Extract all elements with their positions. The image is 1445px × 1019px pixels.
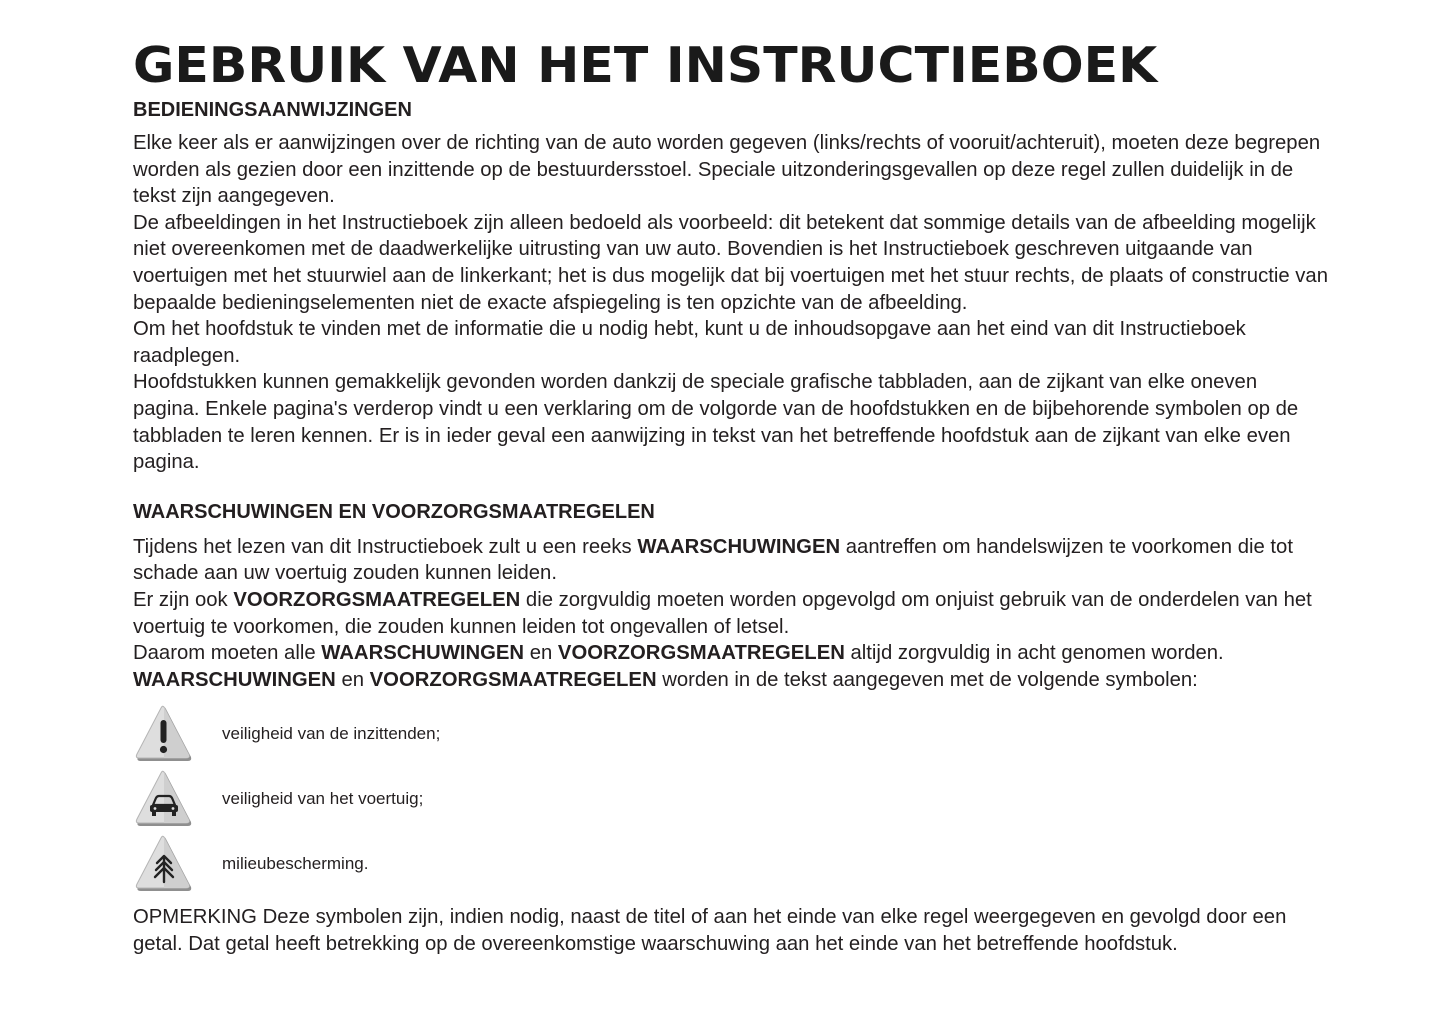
symbol-label: veiligheid van het voertuig; bbox=[222, 788, 424, 808]
bold-term: VOORZORGSMAATREGELEN bbox=[557, 642, 845, 665]
symbol-row-occupant-safety bbox=[133, 701, 1328, 766]
symbol-label: milieubescherming. bbox=[222, 853, 369, 873]
paragraph: Om het hoofdstuk te vinden met de informatie die u nodig hebt, kunt u de inhoudsopgave aan het eind van dit Instructieboek raadplegen. bbox=[133, 318, 1246, 367]
car-warning-icon bbox=[133, 768, 195, 830]
paragraph bbox=[133, 534, 1328, 587]
text-span: Daarom moeten alle bbox=[133, 642, 322, 665]
symbol-row-vehicle-safety bbox=[133, 766, 1328, 831]
bold-term: WAARSCHUWINGEN bbox=[133, 668, 336, 691]
note-paragraph: OPMERKING Deze symbolen zijn, indien nodig, naast de titel of aan het einde van elke regel weergegeven en gevolgd door een getal. Dat getal heeft betrekking op de overeenkomstige waarschuwing aan het einde van het betreffende hoofdstuk. bbox=[133, 906, 1287, 955]
paragraph bbox=[133, 667, 1328, 694]
bold-term: VOORZORGSMAATREGELEN bbox=[233, 588, 521, 611]
section-body-warnings bbox=[133, 534, 1328, 694]
paragraph bbox=[133, 587, 1328, 640]
section-heading-operating-instructions: BEDIENINGSAANWIJZINGEN bbox=[133, 99, 412, 121]
text-span: worden in de tekst aangegeven met de volgende symbolen: bbox=[656, 668, 1198, 691]
text-span: altijd zorgvuldig in acht genomen worden. bbox=[844, 642, 1224, 665]
paragraph: De afbeeldingen in het Instructieboek zijn alleen bedoeld als voorbeeld: dit betekent dat sommige details van de afbeelding mogelijk niet overeenkomen met de daadwerkelijke uitrusting van uw auto. Bovendien is het Instructieboek geschreven uitgaande van voertuigen met het stuurwiel aan de linkerkant; het is dus mogelijk dat bij voertuigen met het stuur rechts, de plaats of constructie van bepaalde bedieningselementen niet de exacte afspiegeling is ten opzichte van de afbeelding. bbox=[133, 211, 1328, 314]
bold-term: VOORZORGSMAATREGELEN bbox=[369, 668, 657, 691]
paragraph: Elke keer als er aanwijzingen over de richting van de auto worden gegeven (links/rechts of vooruit/achteruit), moeten deze begrepen worden als gezien door een inzittende op de bestuurdersstoel. Speciale uitzonderingsgevallen op deze regel zullen duidelijk in de tekst zijn aangegeven. bbox=[133, 132, 1321, 208]
text-span: en bbox=[524, 642, 558, 665]
tree-warning-icon bbox=[133, 833, 195, 895]
page-title: GEBRUIK VAN HET INSTRUCTIEBOEK bbox=[133, 37, 1158, 94]
text-span: Tijdens het lezen van dit Instructieboek zult u een reeks bbox=[133, 535, 638, 558]
symbol-legend bbox=[133, 701, 1328, 896]
text-span: Er zijn ook bbox=[133, 588, 234, 611]
section-body-operating-instructions bbox=[133, 130, 1328, 476]
bold-term: WAARSCHUWINGEN bbox=[321, 642, 525, 665]
symbol-label: veiligheid van de inzittenden; bbox=[222, 723, 441, 743]
paragraph bbox=[133, 640, 1328, 667]
text-span: aantreffen om handelswijzen te voorkomen die tot schade aan uw voertuig zouden kunnen leiden. bbox=[133, 535, 1293, 585]
text-span: en bbox=[335, 668, 370, 691]
manual-page bbox=[133, 38, 1328, 957]
bold-term: WAARSCHUWINGEN bbox=[637, 535, 841, 558]
symbol-row-environment bbox=[133, 831, 1328, 896]
section-heading-warnings: WAARSCHUWINGEN EN VOORZORGSMAATREGELEN bbox=[133, 500, 655, 523]
text-span: die zorgvuldig moeten worden opgevolgd om onjuist gebruik van de onderdelen van het voertuig te voorkomen, die zouden kunnen leiden tot ongevallen of letsel. bbox=[133, 588, 1312, 638]
paragraph: Hoofdstukken kunnen gemakkelijk gevonden worden dankzij de speciale grafische tabbladen, aan de zijkant van elke oneven pagina. Enkele pagina's verderop vindt u een verklaring om de volgorde van de hoofdstukken en de bijbehorende symbolen op de tabbladen te leren kennen. Er is in ieder geval een aanwijzing in tekst van het betreffende hoofdstuk aan de zijkant van elke even pagina. bbox=[133, 371, 1299, 474]
exclamation-warning-icon bbox=[133, 703, 195, 765]
